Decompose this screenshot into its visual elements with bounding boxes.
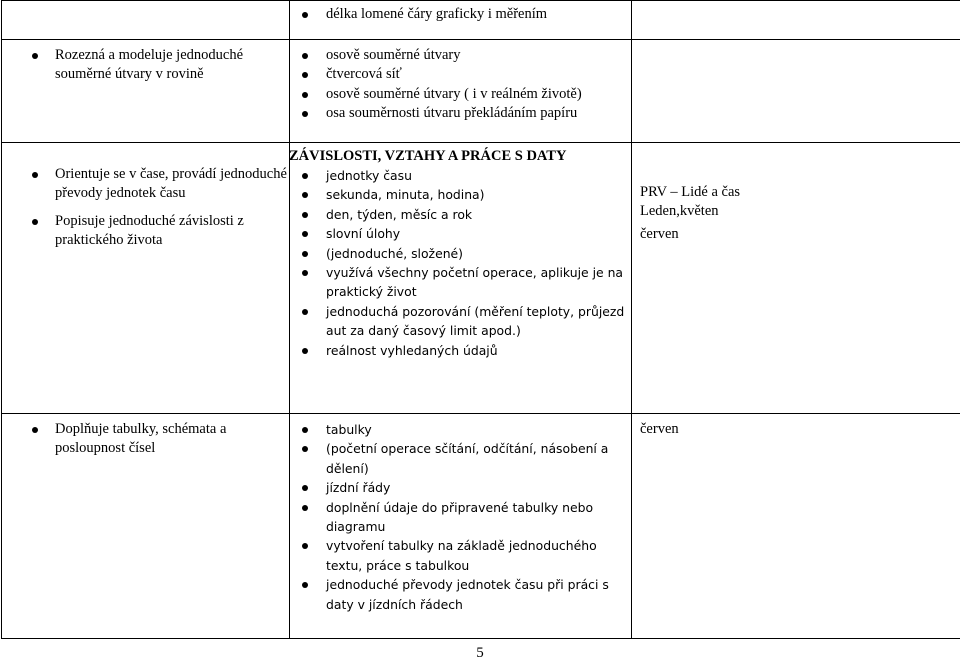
list-item: Orientuje se v čase, provádí jednoduché převody jednotek času — [2, 165, 289, 204]
curriculum-table — [1, 0, 960, 639]
page-number: 5 — [0, 645, 960, 662]
list-item: (početní operace sčítání, odčítání, násobení a dělení) — [290, 439, 631, 478]
list-item: (jednoduché, složené) — [290, 244, 631, 263]
list-item: jednoduché převody jednotek času při práci s daty v jízdních řádech — [290, 575, 631, 614]
note-text: červen — [640, 225, 960, 244]
list-item: osa souměrnosti útvaru překládáním papíru — [290, 104, 631, 123]
list-item: využívá všechny početní operace, aplikuje je na praktický život — [290, 263, 631, 302]
list-item: osově souměrné útvary — [290, 46, 631, 65]
list-item: délka lomené čáry graficky i měřením — [290, 5, 631, 24]
list-item: den, týden, měsíc a rok — [290, 205, 631, 224]
list-item: jízdní řády — [290, 478, 631, 497]
outcomes-cell — [2, 40, 290, 143]
list-item: doplnění údaje do připravené tabulky nebo diagramu — [290, 498, 631, 537]
list-item: vytvoření tabulky na základě jednoduchého textu, práce s tabulkou — [290, 536, 631, 575]
notes-cell — [632, 143, 960, 414]
outcomes-cell — [2, 143, 290, 414]
topic-list — [290, 420, 631, 614]
note-text: Leden,květen — [640, 202, 960, 221]
list-item: slovní úlohy — [290, 224, 631, 243]
list-item: jednotky času — [290, 166, 631, 185]
notes-cell — [632, 1, 960, 40]
outcomes-cell — [2, 1, 290, 40]
table-row — [2, 414, 960, 639]
table-row — [2, 1, 960, 40]
topic-list — [290, 5, 631, 24]
list-item: sekunda, minuta, hodina) — [290, 185, 631, 204]
topic-list — [290, 46, 631, 124]
section-heading: ZÁVISLOSTI, VZTAHY A PRÁCE S DATY — [289, 147, 631, 166]
note-text: PRV – Lidé a čas — [640, 183, 960, 202]
topics-cell — [290, 414, 632, 639]
table-row — [2, 40, 960, 143]
outcome-list — [2, 420, 289, 459]
table-row — [2, 143, 960, 414]
notes-cell — [632, 414, 960, 639]
outcome-list — [2, 165, 289, 251]
list-item: jednoduchá pozorování (měření teploty, průjezd aut za daný časový limit apod.) — [290, 302, 631, 341]
outcomes-cell — [2, 414, 290, 639]
topics-cell — [290, 143, 632, 414]
topic-list — [290, 166, 631, 360]
list-item: tabulky — [290, 420, 631, 439]
list-item: Popisuje jednoduché závislosti z praktického života — [2, 212, 289, 251]
list-item: reálnost vyhledaných údajů — [290, 341, 631, 360]
note-text: červen — [640, 420, 960, 439]
list-item: čtvercová síť — [290, 65, 631, 84]
list-item: Rozezná a modeluje jednoduché souměrné útvary v rovině — [2, 46, 289, 85]
outcome-list — [2, 46, 289, 85]
topics-cell — [290, 1, 632, 40]
list-item: osově souměrné útvary ( i v reálném životě) — [290, 85, 631, 104]
notes-cell — [632, 40, 960, 143]
topics-cell — [290, 40, 632, 143]
list-item: Doplňuje tabulky, schémata a posloupnost čísel — [2, 420, 289, 459]
